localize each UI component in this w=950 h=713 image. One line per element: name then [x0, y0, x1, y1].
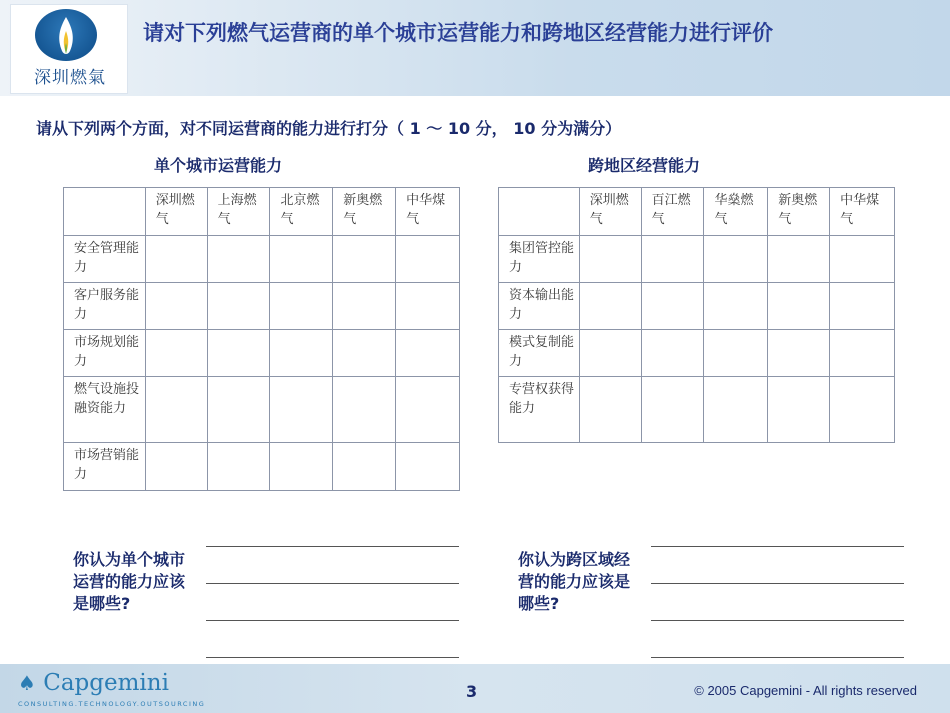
score-cell[interactable]	[641, 330, 704, 377]
brand-name: Capgemini	[43, 670, 169, 696]
score-cell[interactable]	[641, 283, 704, 330]
table-row	[64, 283, 460, 330]
score-cell[interactable]	[396, 377, 460, 443]
spade-icon: ♠	[18, 671, 36, 695]
score-cell[interactable]	[768, 377, 830, 443]
flame-icon	[35, 9, 97, 61]
answer-line[interactable]	[206, 546, 459, 547]
row-label: 专营权获得能力	[499, 377, 580, 443]
table-header-row	[499, 188, 895, 236]
score-cell[interactable]	[145, 283, 207, 330]
right-question: 你认为跨区域经营的能力应该是哪些?	[518, 550, 631, 613]
answer-line[interactable]	[206, 620, 459, 621]
score-cell[interactable]	[768, 236, 830, 283]
score-cell[interactable]	[579, 330, 641, 377]
answer-line[interactable]	[651, 546, 904, 547]
score-cell[interactable]	[768, 330, 830, 377]
score-cell[interactable]	[396, 283, 460, 330]
score-cell[interactable]	[396, 330, 460, 377]
score-cell[interactable]	[333, 443, 396, 491]
score-cell[interactable]	[207, 283, 270, 330]
left-table-title: 单个城市运营能力	[154, 156, 283, 175]
score-cell[interactable]	[270, 330, 333, 377]
row-label: 模式复制能力	[499, 330, 580, 377]
row-label: 资本输出能力	[499, 283, 580, 330]
score-cell[interactable]	[270, 443, 333, 491]
column-header: 深圳燃气	[579, 188, 641, 236]
table-row	[499, 236, 895, 283]
table-row	[499, 283, 895, 330]
score-cell[interactable]	[145, 236, 207, 283]
score-cell[interactable]	[333, 236, 396, 283]
score-cell[interactable]	[145, 443, 207, 491]
row-label: 集团管控能力	[499, 236, 580, 283]
score-cell[interactable]	[207, 330, 270, 377]
brand-tagline: CONSULTING.TECHNOLOGY.OUTSOURCING	[18, 700, 206, 708]
table-row	[64, 236, 460, 283]
answer-line[interactable]	[206, 583, 459, 584]
score-cell[interactable]	[270, 236, 333, 283]
score-cell[interactable]	[333, 377, 396, 443]
table-row	[499, 377, 895, 443]
column-header: 新奥燃气	[333, 188, 396, 236]
score-cell[interactable]	[207, 443, 270, 491]
score-cell[interactable]	[333, 283, 396, 330]
row-label: 市场营销能力	[64, 443, 146, 491]
row-label: 燃气设施投融资能力	[64, 377, 146, 443]
row-label: 客户服务能力	[64, 283, 146, 330]
table-row	[499, 330, 895, 377]
column-header: 北京燃气	[270, 188, 333, 236]
column-header: 中华煤气	[396, 188, 460, 236]
score-cell[interactable]	[396, 443, 460, 491]
page-number: 3	[466, 682, 478, 701]
score-cell[interactable]	[145, 377, 207, 443]
column-header: 新奥燃气	[768, 188, 830, 236]
score-cell[interactable]	[704, 377, 768, 443]
table-row	[64, 443, 460, 491]
table-row	[64, 330, 460, 377]
answer-line[interactable]	[651, 583, 904, 584]
corner-cell	[499, 188, 580, 236]
score-cell[interactable]	[579, 377, 641, 443]
header-band	[0, 0, 950, 96]
footer-band	[0, 664, 950, 713]
score-cell[interactable]	[396, 236, 460, 283]
score-cell[interactable]	[207, 377, 270, 443]
row-label: 安全管理能力	[64, 236, 146, 283]
score-cell[interactable]	[830, 283, 895, 330]
logo-text: 深圳燃氣	[34, 68, 106, 88]
score-cell[interactable]	[270, 283, 333, 330]
score-cell[interactable]	[830, 236, 895, 283]
column-header: 华燊燃气	[704, 188, 768, 236]
score-cell[interactable]	[704, 236, 768, 283]
copyright-text: © 2005 Capgemini - All rights reserved	[694, 683, 917, 698]
score-cell[interactable]	[641, 236, 704, 283]
score-cell[interactable]	[579, 283, 641, 330]
score-cell[interactable]	[579, 236, 641, 283]
answer-line[interactable]	[651, 657, 904, 658]
score-cell[interactable]	[270, 377, 333, 443]
score-cell[interactable]	[830, 377, 895, 443]
page-title: 请对下列燃气运营商的单个城市运营能力和跨地区经营能力进行评价	[143, 21, 773, 45]
score-cell[interactable]	[768, 283, 830, 330]
column-header: 上海燃气	[207, 188, 270, 236]
score-cell[interactable]	[704, 330, 768, 377]
table-row	[64, 377, 460, 443]
column-header: 中华煤气	[830, 188, 895, 236]
right-table-title: 跨地区经营能力	[588, 156, 701, 175]
answer-line[interactable]	[206, 657, 459, 658]
score-cell[interactable]	[145, 330, 207, 377]
score-cell[interactable]	[830, 330, 895, 377]
shenzhen-gas-logo	[10, 4, 128, 94]
score-cell[interactable]	[333, 330, 396, 377]
instruction-text: 请从下列两个方面，对不同运营商的能力进行打分（ 1 ～ 10 分， 10 分为满分）	[36, 119, 622, 138]
row-label: 市场规划能力	[64, 330, 146, 377]
score-cell[interactable]	[207, 236, 270, 283]
left-question: 你认为单个城市运营的能力应该是哪些?	[73, 550, 186, 613]
column-header: 深圳燃气	[145, 188, 207, 236]
single-city-table	[63, 187, 460, 491]
cross-region-table	[498, 187, 895, 443]
answer-line[interactable]	[651, 620, 904, 621]
capgemini-logo	[18, 670, 169, 696]
corner-cell	[64, 188, 146, 236]
score-cell[interactable]	[641, 377, 704, 443]
column-header: 百江燃气	[641, 188, 704, 236]
score-cell[interactable]	[704, 283, 768, 330]
table-header-row	[64, 188, 460, 236]
